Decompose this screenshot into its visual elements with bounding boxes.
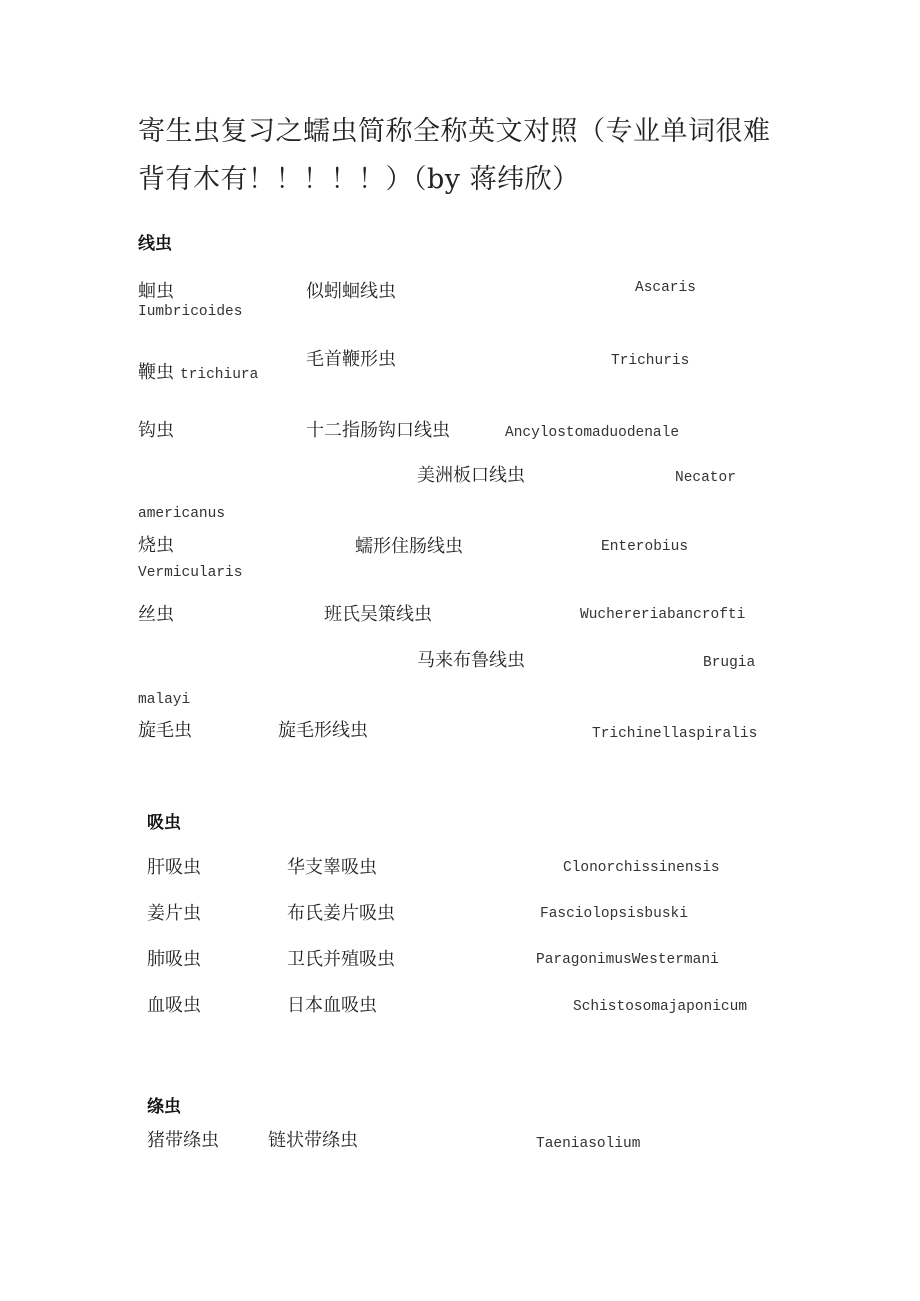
full-name: 美洲板口线虫 [417,465,525,486]
latin-name: Trichinellaspiralis [592,726,758,742]
section-heading: 绦虫 [147,1097,181,1117]
section-heading: 线虫 [138,234,172,254]
latin-name: Enterobius [601,539,689,555]
latin-name: Brugia [703,655,756,671]
short-name: 血吸虫 [147,995,201,1016]
document-title-line-2: 背有木有！！！！！）（by 蒋纬欣） [138,164,580,195]
full-name: 卫氏并殖吸虫 [287,949,395,970]
short-name: 猪带绦虫 [147,1130,219,1151]
latin-name: Taeniasolium [536,1136,641,1152]
latin-name: Ascaris [635,280,696,296]
short-name: 肺吸虫 [147,949,201,970]
latin-name: Clonorchissinensis [563,860,720,876]
latin-name: Ancylostomaduodenale [505,425,680,441]
short-name: 烧虫 [138,535,174,556]
full-name: 华支睾吸虫 [287,857,377,878]
full-name: 似蚓蛔线虫 [306,281,396,302]
full-name: 布氏姜片吸虫 [287,903,395,924]
latin-name-cont: malayi [138,692,191,708]
latin-name: Wuchereriabancrofti [580,607,746,623]
section-heading: 吸虫 [147,813,181,833]
latin-name: Fasciolopsisbuski [540,906,688,922]
document-title-line-1: 寄生虫复习之蠕虫简称全称英文对照（专业单词很难 [138,116,771,147]
short-name: 姜片虫 [147,903,201,924]
short-name: 鞭虫 [138,362,174,383]
latin-name-cont: trichiura [180,367,259,383]
full-name: 日本血吸虫 [287,995,377,1016]
latin-name: Schistosomajaponicum [573,999,748,1015]
full-name: 毛首鞭形虫 [306,349,396,370]
short-name: 旋毛虫 [138,720,192,741]
short-name: 丝虫 [138,604,174,625]
short-name: 钩虫 [138,420,174,441]
full-name: 蠕形住肠线虫 [355,536,463,557]
latin-name-cont: Iumbricoides [138,304,243,320]
short-name: 蛔虫 [138,281,174,302]
latin-name-cont: Vermicularis [138,565,243,581]
full-name: 十二指肠钩口线虫 [306,420,450,441]
latin-name: ParagonimusWestermani [536,952,719,968]
latin-name-cont: americanus [138,506,226,522]
full-name: 链状带绦虫 [268,1130,358,1151]
short-name: 肝吸虫 [147,857,201,878]
full-name: 旋毛形线虫 [278,720,368,741]
latin-name: Trichuris [611,353,690,369]
latin-name: Necator [675,470,736,486]
full-name: 班氏吴策线虫 [324,604,432,625]
full-name: 马来布鲁线虫 [417,650,525,671]
